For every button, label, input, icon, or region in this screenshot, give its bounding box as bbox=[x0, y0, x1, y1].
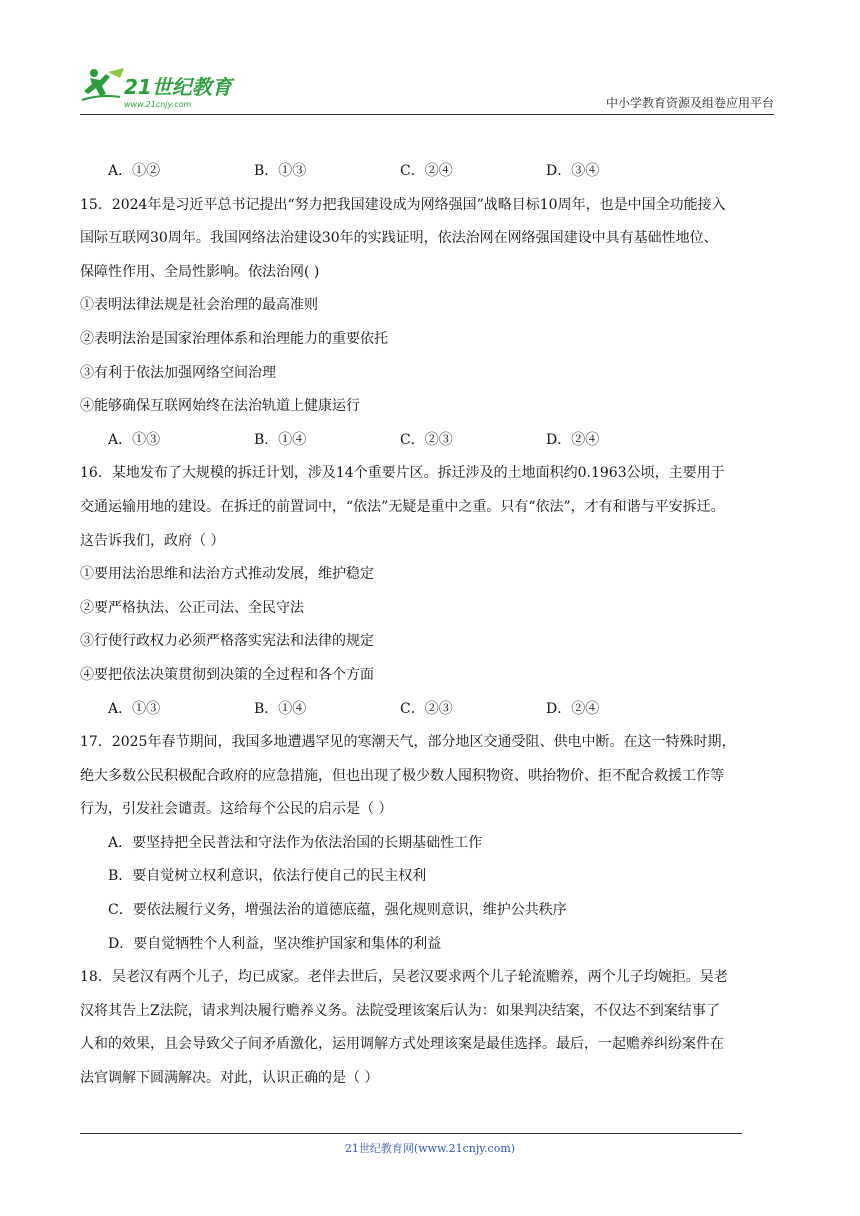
q17-stem-line: 绝大多数公民积极配合政府的应急措施，但也出现了极少数人囤积物资、哄抬物价、拒不配合救援工作等 bbox=[80, 767, 724, 784]
option-b: B．①④ bbox=[254, 431, 307, 448]
option-c: C．②④ bbox=[400, 163, 453, 179]
q18-stem-line: 人和的效果，且会导致父子间矛盾激化，运用调解方式处理该案是最佳选择。最后，一起赡养纠纷案件在 bbox=[80, 1036, 724, 1053]
logo-url: www.21cnjy.com bbox=[124, 100, 192, 109]
footer-divider bbox=[80, 1133, 742, 1134]
option-d: D．②④ bbox=[546, 431, 600, 448]
option-b: B．①③ bbox=[254, 163, 307, 179]
q17-choice-d: D．要自觉牺牲个人利益，坚决维护国家和集体的利益 bbox=[108, 935, 442, 952]
q15-options bbox=[80, 424, 780, 458]
q16-item: ①要用法治思维和法治方式推动发展，维护稳定 bbox=[80, 566, 374, 583]
page-header bbox=[80, 58, 774, 118]
q16-item: ④要把依法决策贯彻到决策的全过程和各个方面 bbox=[80, 666, 374, 683]
q17-choice-a: A．要坚持把全民普法和守法作为依法治国的长期基础性工作 bbox=[108, 834, 483, 851]
q16-options bbox=[80, 693, 780, 727]
option-c: C．②③ bbox=[400, 700, 453, 717]
option-a: A．①② bbox=[108, 163, 161, 179]
q14-options bbox=[80, 155, 780, 189]
site-logo bbox=[80, 64, 250, 112]
q15-item: ②表明法治是国家治理体系和治理能力的重要依托 bbox=[80, 330, 388, 347]
q15-item: ③有利于依法加强网络空间治理 bbox=[80, 364, 276, 381]
q18-stem-line: 18．吴老汉有两个儿子，均已成家。老伴去世后，吴老汉要求两个儿子轮流赡养，两个儿子均婉拒。吴老 bbox=[80, 969, 728, 986]
option-d: D．②④ bbox=[546, 700, 600, 717]
q15-stem-line: 国际互联网30周年。我国网络法治建设30年的实践证明，依法治网在网络强国建设中具有基础性地位、 bbox=[80, 230, 718, 247]
q16-item: ②要严格执法、公正司法、全民守法 bbox=[80, 599, 304, 616]
option-b: B．①④ bbox=[254, 700, 307, 717]
option-a: A．①③ bbox=[108, 700, 161, 717]
q17-stem-line: 行为，引发社会谴责。这给每个公民的启示是（ ） bbox=[80, 801, 393, 818]
q18-stem-line: 汉将其告上Z法院，请求判决履行赡养义务。法院受理该案后认为：如果判决结案，不仅达不到案结事了 bbox=[80, 1002, 720, 1019]
runner-icon bbox=[82, 68, 124, 100]
q15-stem-line: 保障性作用、全局性影响。依法治网( ) bbox=[80, 263, 320, 280]
q16-stem-line: 这告诉我们，政府（ ） bbox=[80, 532, 225, 549]
logo-text: 21世纪教育 bbox=[124, 75, 232, 99]
q15-stem-line: 15．2024年是习近平总书记提出“努力把我国建设成为网络强国”战略目标10周年，也是中国全功能接入 bbox=[80, 196, 726, 213]
question-content bbox=[80, 155, 780, 1096]
option-c: C．②③ bbox=[400, 431, 453, 448]
q15-item: ④能够确保互联网始终在法治轨道上健康运行 bbox=[80, 398, 360, 415]
q16-item: ③行使行政权力必须严格落实宪法和法律的规定 bbox=[80, 633, 374, 650]
q15-item: ①表明法律法规是社会治理的最高准则 bbox=[80, 297, 318, 314]
q17-stem-line: 17．2025年春节期间，我国多地遭遇罕见的寒潮天气，部分地区交通受阻、供电中断。在这一特殊时期， bbox=[80, 734, 736, 751]
footer-link[interactable]: 21世纪教育网(www.21cnjy.com) bbox=[344, 1142, 516, 1155]
platform-label: 中小学教育资源及组卷应用平台 bbox=[605, 96, 774, 110]
header-divider bbox=[80, 114, 774, 115]
q16-stem-line: 16．某地发布了大规模的拆迁计划，涉及14个重要片区。拆迁涉及的土地面积约0.1963公顷，主要用于 bbox=[80, 465, 725, 482]
q17-choice-c: C．要依法履行义务，增强法治的道德底蕴，强化规则意识，维护公共秩序 bbox=[108, 902, 567, 919]
q18-stem-line: 法官调解下圆满解决。对此，认识正确的是（ ） bbox=[80, 1070, 379, 1087]
q16-stem-line: 交通运输用地的建设。在拆迁的前置词中，“依法”无疑是重中之重。只有“依法”，才有和谐与平安拆迁。 bbox=[80, 498, 725, 515]
option-d: D．③④ bbox=[546, 163, 600, 179]
q17-choice-b: B．要自觉树立权利意识，依法行使自己的民主权利 bbox=[108, 868, 427, 885]
option-a: A．①③ bbox=[108, 431, 161, 448]
